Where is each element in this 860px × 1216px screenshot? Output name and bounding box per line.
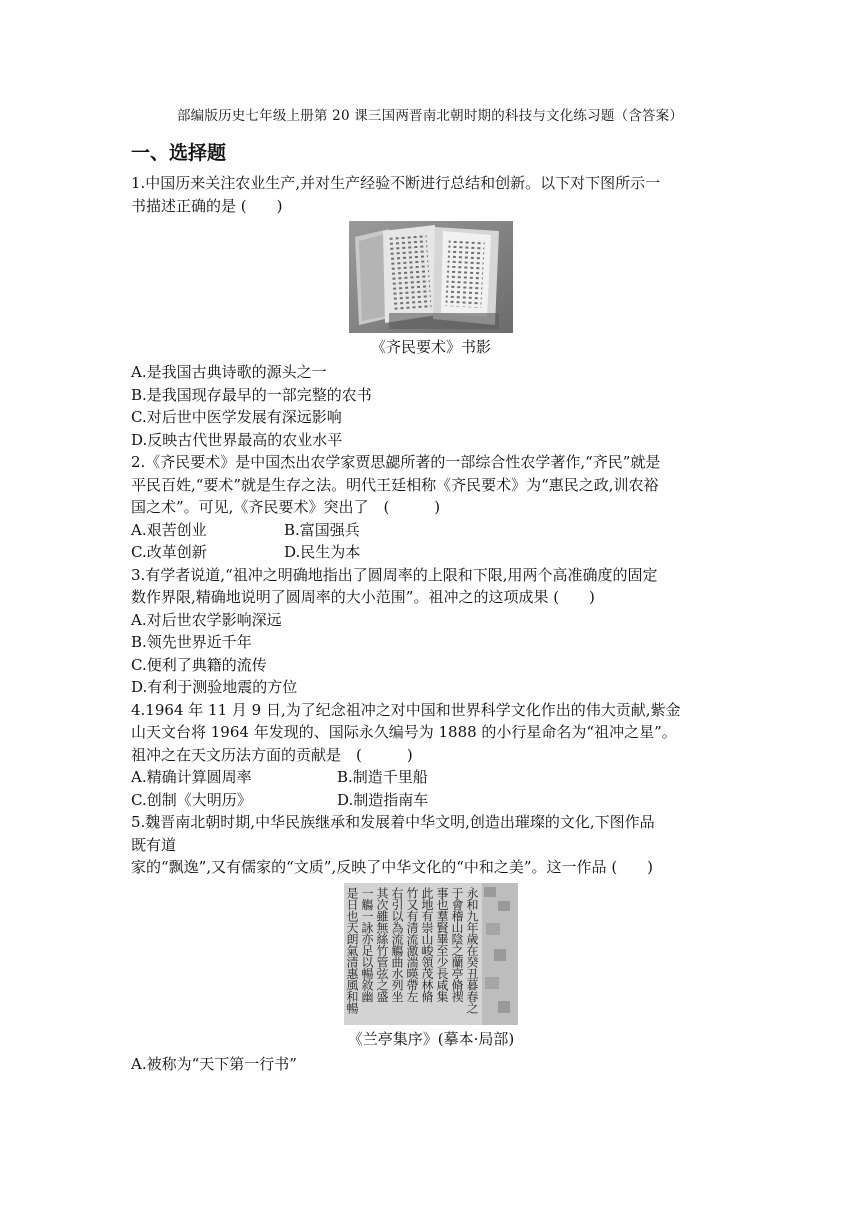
option-b: B.是我国现存最早的一部完整的农书 [131,385,372,404]
question-stem: 国之术”。可见,《齐民要术》突出了 ( ) [131,498,441,516]
option-a: A.被称为“天下第一行书” [131,1054,297,1073]
option-row [131,541,731,564]
option-row [131,766,731,789]
calligraphy-column: 事也羣賢畢至少長咸集 [435,886,449,1002]
calligraphy-column: 右引以為流觴曲水列坐 [390,886,404,1002]
document-title: 部编版历史七年级上册第 20 课三国两晋南北朝时期的科技与文化练习题（含答案） [176,108,684,124]
option-c: C.便利了典籍的流传 [131,655,267,674]
question-stem: 5.魏晋南北朝时期,中华民族继承和发展着中华文明,创造出璀璨的文化,下图作品 [131,813,655,831]
question-stem: 3.有学者说道,“祖冲之明确地指出了圆周率的上限和下限,用两个高准确度的固定 [131,565,658,584]
option-a: A.精确计算圆周率 [131,768,252,786]
option-d: D.有利于测验地震的方位 [131,678,298,696]
option-a: A.艰苦创业 [131,520,207,539]
figure-caption: 《齐民要术》书影 [370,338,491,356]
question-stem: 既有道 [131,835,177,854]
document-body [131,172,731,1075]
option-a: A.对后世农学影响深远 [131,610,282,629]
calligraphy-column: 于會稽山陰之蘭亭脩禊 [450,886,464,1002]
option-d: D.民生为本 [284,543,361,561]
question-stem: 书描述正确的是 ( ) [131,196,283,215]
question-stem: 1.中国历来关注农业生产,并对生产经验不断进行总结和创新。以下对下图所示一 [131,174,661,192]
question-stem: 4.1964 年 11 月 9 日,为了纪念祖冲之对中国和世界科学文化作出的伟大贡献,紫金 [131,700,681,719]
option-d: D.反映古代世界最高的农业水平 [131,430,343,449]
question-stem: 数作界限,精确地说明了圆周率的大小范围”。祖冲之的这项成果 ( ) [131,588,595,606]
question-stem: 2.《齐民要术》是中国杰出农学家贾思勰所著的一部综合性农学著作,“齐民”就是 [131,453,661,471]
question-5 [131,811,731,1075]
option-row [131,789,731,812]
question-stem: 平民百姓,“要术”就是生存之法。明代王廷相称《齐民要术》为“惠民之政,训农裕 [131,475,659,494]
section-heading: 一、选择题 [131,142,227,164]
option-c: C.改革创新 [131,543,207,561]
calligraphy-column: 其次雖無絲竹管弦之盛 [375,886,389,1002]
question-4 [131,699,731,812]
option-c: C.对后世中医学发展有深远影响 [131,408,342,426]
calligraphy-column: 一觴一詠亦足以暢敘幽 [360,886,374,1002]
calligraphy-column: 此地有崇山峻領茂林脩 [420,886,434,1002]
option-b: B.领先世界近千年 [131,633,252,651]
question-stem: 家的“飘逸”,又有儒家的“文质”,反映了中华文化的“中和之美”。这一作品 ( ) [131,858,654,876]
option-b: B.制造千里船 [337,768,428,786]
option-row [131,519,731,542]
question-2 [131,451,731,564]
question-stem: 山天文台将 1964 年发现的、国际永久编号为 1888 的小行星命名为“祖冲之星”。 [131,723,677,741]
figure-caption: 《兰亭集序》(摹本·局部) [347,1029,515,1048]
option-c: C.创制《大明历》 [131,790,252,809]
option-a: A.是我国古典诗歌的源头之一 [131,363,327,381]
calligraphy-column: 永和九年歲在癸丑暮春之 [465,886,479,1013]
question-stem: 祖冲之在天文历法方面的贡献是 ( ) [131,745,413,764]
lanting-calligraphy-image [344,883,518,1025]
question-3 [131,564,731,699]
calligraphy-column: 竹又有清流激湍暎帶左 [405,886,419,1002]
option-d: D.制造指南车 [337,790,429,809]
qimin-yaoshu-book-photo [349,221,513,333]
option-b: B.富国强兵 [284,520,360,539]
question-1 [131,172,731,451]
calligraphy-column: 是日也天朗氣清惠風和暢 [345,886,359,1013]
